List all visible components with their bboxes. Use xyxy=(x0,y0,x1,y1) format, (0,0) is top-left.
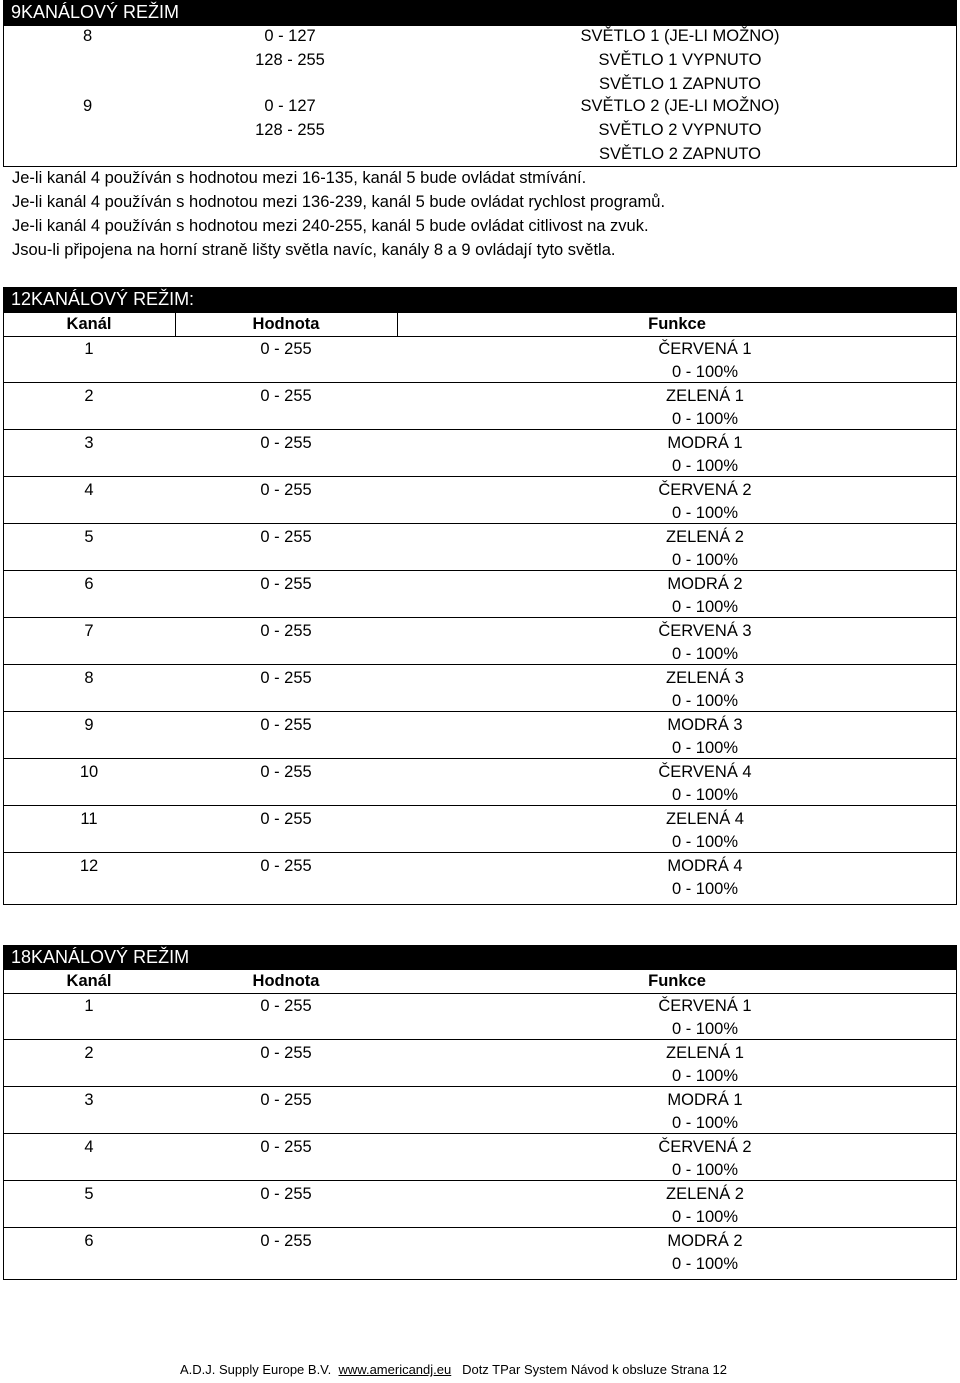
column-header: Funkce xyxy=(648,315,706,333)
section-9-title: 9KANÁLOVÝ REŽIM xyxy=(3,0,957,25)
range-cell: 0 - 100% xyxy=(671,1255,739,1273)
row-separator xyxy=(3,758,957,759)
channel-cell: 4 xyxy=(84,481,94,499)
row-separator xyxy=(3,523,957,524)
value-cell: 0 - 255 xyxy=(260,434,312,452)
section-18-title: 18KANÁLOVÝ REŽIM xyxy=(3,945,957,970)
column-header: Hodnota xyxy=(252,315,320,333)
row-separator xyxy=(3,570,957,571)
row-separator xyxy=(3,429,957,430)
row-separator xyxy=(3,1039,957,1040)
range-cell: 0 - 100% xyxy=(671,1161,739,1179)
row-separator xyxy=(3,382,957,383)
channel-cell: 7 xyxy=(84,622,94,640)
footer-website-link[interactable]: www.americandj.eu xyxy=(338,1362,452,1377)
section-9-table xyxy=(3,25,957,167)
channel-cell: 10 xyxy=(79,763,99,781)
footer-company: A.D.J. Supply Europe B.V. xyxy=(180,1362,332,1377)
value-cell: 0 - 255 xyxy=(260,1138,312,1156)
function-cell: ČERVENÁ 3 xyxy=(658,622,752,640)
column-header: Funkce xyxy=(648,972,706,990)
channel-cell: 9 xyxy=(83,97,93,115)
header-rule xyxy=(3,336,957,337)
row-separator xyxy=(3,476,957,477)
value-cell: 0 - 255 xyxy=(260,1185,312,1203)
range-cell: 0 - 100% xyxy=(671,457,739,475)
function-cell: ZELENÁ 2 xyxy=(666,528,744,546)
function-cell: SVĚTLO 2 ZAPNUTO xyxy=(599,145,761,163)
header-rule xyxy=(3,993,957,994)
value-cell: 0 - 255 xyxy=(260,481,312,499)
range-cell: 0 - 100% xyxy=(671,1208,739,1226)
function-cell: ČERVENÁ 2 xyxy=(658,1138,752,1156)
function-cell: ZELENÁ 1 xyxy=(666,1044,744,1062)
channel-cell: 1 xyxy=(84,997,94,1015)
value-cell: 0 - 255 xyxy=(260,997,312,1015)
value-cell: 0 - 255 xyxy=(260,622,312,640)
note-line: Je-li kanál 4 používán s hodnotou mezi 136-239, kanál 5 bude ovládat rychlost programů. xyxy=(12,193,666,211)
function-cell: MODRÁ 4 xyxy=(667,857,743,875)
function-cell: MODRÁ 2 xyxy=(667,575,743,593)
range-cell: 0 - 100% xyxy=(671,504,739,522)
value-cell: 0 - 255 xyxy=(260,1044,312,1062)
value-cell: 0 - 255 xyxy=(260,810,312,828)
value-cell: 0 - 255 xyxy=(260,387,312,405)
range-cell: 0 - 100% xyxy=(671,692,739,710)
range-cell: 0 - 100% xyxy=(671,739,739,757)
function-cell: ZELENÁ 4 xyxy=(666,810,744,828)
range-cell: 0 - 100% xyxy=(671,786,739,804)
function-cell: SVĚTLO 1 (JE-LI MOŽNO) xyxy=(580,27,780,45)
column-header: Kanál xyxy=(66,315,112,333)
row-separator xyxy=(3,852,957,853)
range-cell: 0 - 100% xyxy=(671,410,739,428)
function-cell: SVĚTLO 1 VYPNUTO xyxy=(598,51,762,69)
value-cell: 0 - 255 xyxy=(260,575,312,593)
function-cell: ZELENÁ 2 xyxy=(666,1185,744,1203)
row-separator xyxy=(3,1086,957,1087)
range-cell: 0 - 100% xyxy=(671,598,739,616)
row-separator xyxy=(3,617,957,618)
channel-cell: 5 xyxy=(84,528,94,546)
note-line: Je-li kanál 4 používán s hodnotou mezi 16-135, kanál 5 bude ovládat stmívání. xyxy=(12,169,587,187)
function-cell: SVĚTLO 2 VYPNUTO xyxy=(598,121,762,139)
value-cell: 0 - 255 xyxy=(260,340,312,358)
function-cell: MODRÁ 1 xyxy=(667,1091,743,1109)
row-separator xyxy=(3,1133,957,1134)
function-cell: ČERVENÁ 1 xyxy=(658,997,752,1015)
range-cell: 0 - 100% xyxy=(671,551,739,569)
function-cell: ZELENÁ 3 xyxy=(666,669,744,687)
range-cell: 0 - 100% xyxy=(671,1067,739,1085)
channel-cell: 6 xyxy=(84,575,94,593)
range-cell: 0 - 100% xyxy=(671,645,739,663)
row-separator xyxy=(3,664,957,665)
value-cell: 0 - 255 xyxy=(260,716,312,734)
function-cell: MODRÁ 3 xyxy=(667,716,743,734)
function-cell: MODRÁ 2 xyxy=(667,1232,743,1250)
value-cell: 128 - 255 xyxy=(255,51,325,69)
range-cell: 0 - 100% xyxy=(671,1020,739,1038)
range-cell: 0 - 100% xyxy=(671,1114,739,1132)
function-cell: ZELENÁ 1 xyxy=(666,387,744,405)
section-12-title: 12KANÁLOVÝ REŽIM: xyxy=(3,287,957,312)
column-header: Hodnota xyxy=(252,972,320,990)
channel-cell: 11 xyxy=(80,810,98,828)
row-separator xyxy=(3,1227,957,1228)
channel-cell: 1 xyxy=(84,340,94,358)
note-line: Je-li kanál 4 používán s hodnotou mezi 240-255, kanál 5 bude ovládat citlivost na zvuk. xyxy=(12,217,649,235)
value-cell: 128 - 255 xyxy=(255,121,325,139)
channel-cell: 2 xyxy=(84,387,94,405)
column-header: Kanál xyxy=(66,972,112,990)
note-line: Jsou-li připojena na horní straně lišty světla navíc, kanály 8 a 9 ovládají tyto světla. xyxy=(12,241,616,259)
function-cell: SVĚTLO 2 (JE-LI MOŽNO) xyxy=(580,97,780,115)
function-cell: MODRÁ 1 xyxy=(667,434,743,452)
value-cell: 0 - 255 xyxy=(260,669,312,687)
footer-product: Dotz TPar System Návod k obsluze Strana 12 xyxy=(462,1362,728,1377)
function-cell: ČERVENÁ 2 xyxy=(658,481,752,499)
value-cell: 0 - 255 xyxy=(260,763,312,781)
range-cell: 0 - 100% xyxy=(671,363,739,381)
channel-cell: 2 xyxy=(84,1044,94,1062)
channel-cell: 5 xyxy=(84,1185,94,1203)
value-cell: 0 - 255 xyxy=(260,1091,312,1109)
channel-cell: 8 xyxy=(83,27,93,45)
row-separator xyxy=(3,1180,957,1181)
value-cell: 0 - 127 xyxy=(264,97,316,115)
value-cell: 0 - 127 xyxy=(264,27,316,45)
channel-cell: 8 xyxy=(84,669,94,687)
value-cell: 0 - 255 xyxy=(260,857,312,875)
page-footer xyxy=(180,1362,727,1377)
row-separator xyxy=(3,805,957,806)
value-cell: 0 - 255 xyxy=(260,1232,312,1250)
value-cell: 0 - 255 xyxy=(260,528,312,546)
range-cell: 0 - 100% xyxy=(671,880,739,898)
function-cell: ČERVENÁ 4 xyxy=(658,763,752,781)
function-cell: ČERVENÁ 1 xyxy=(658,340,752,358)
function-cell: SVĚTLO 1 ZAPNUTO xyxy=(599,75,761,93)
channel-cell: 3 xyxy=(84,434,94,452)
channel-cell: 3 xyxy=(84,1091,94,1109)
range-cell: 0 - 100% xyxy=(671,833,739,851)
row-separator xyxy=(3,711,957,712)
channel-cell: 4 xyxy=(84,1138,94,1156)
channel-cell: 9 xyxy=(84,716,94,734)
channel-cell: 6 xyxy=(84,1232,94,1250)
channel-cell: 12 xyxy=(79,857,99,875)
